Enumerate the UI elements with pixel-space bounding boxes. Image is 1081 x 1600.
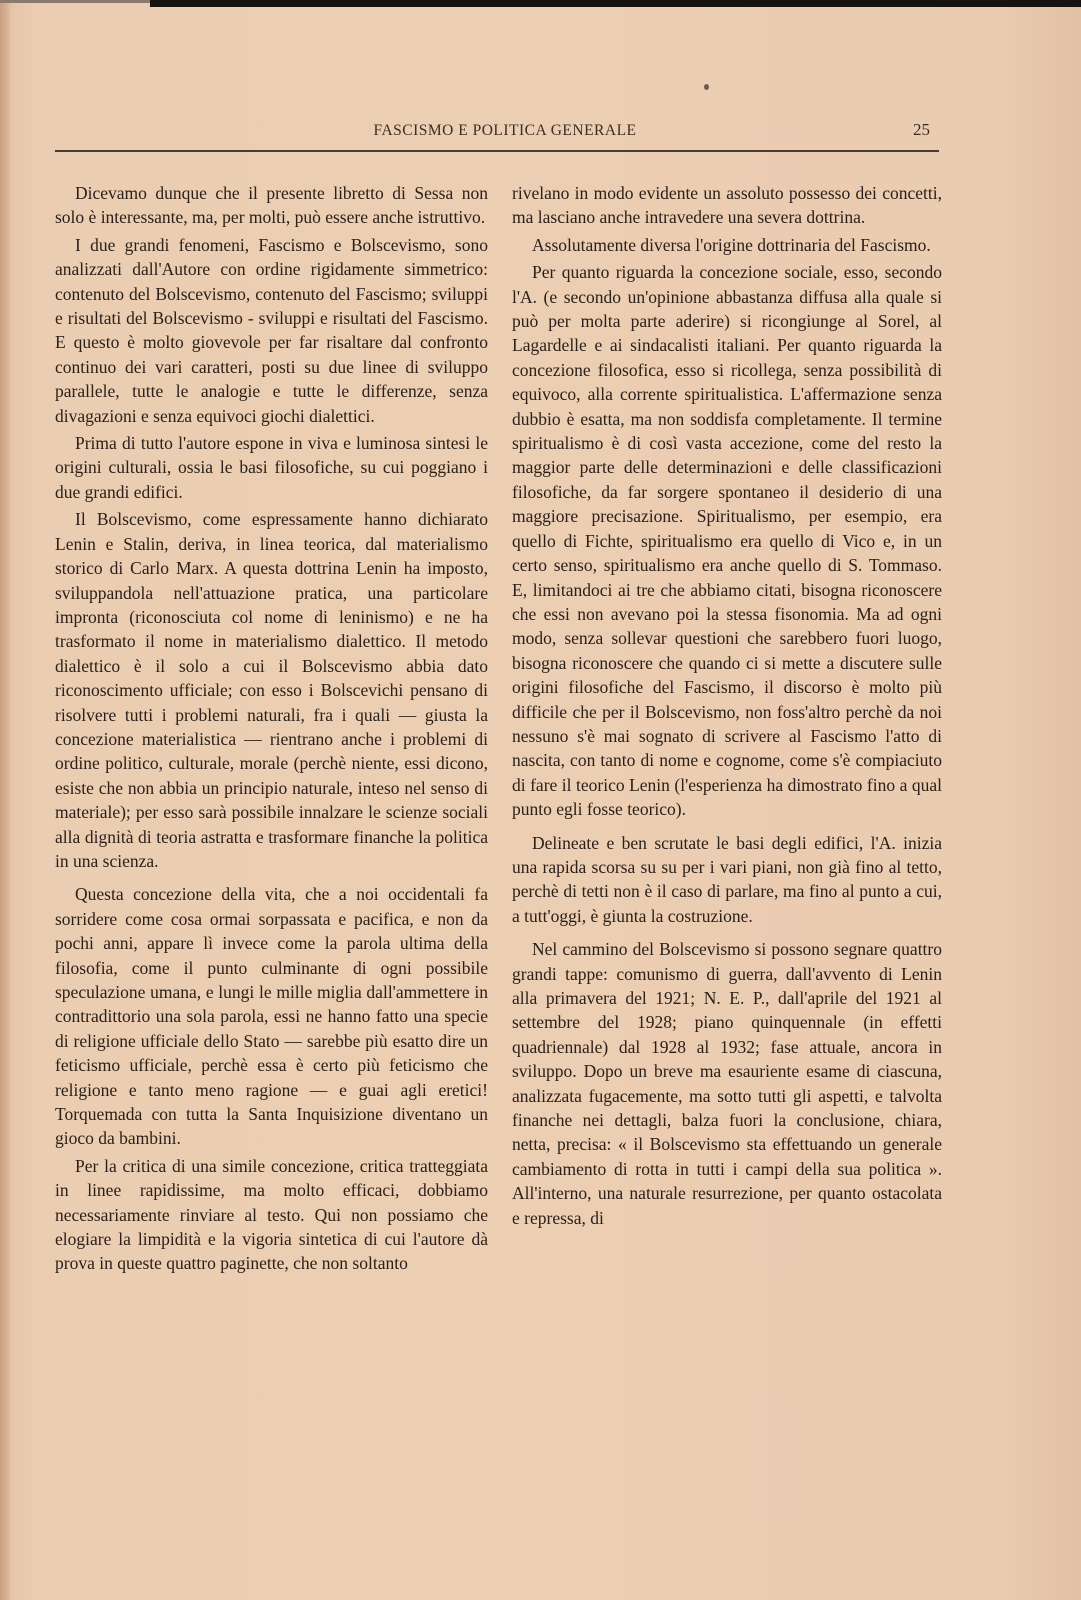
paragraph: Per quanto riguarda la concezione sociale, esso, secondo l'A. (e secondo un'opinione abbastanza diffusa alla quale si può per molta parte aderire) si ricongiunge al Sorel, al Lagardelle e ai sindacalisti italiani. Per quanto riguarda la concezione filosofica, esso si ricollega, senza possibilità di equivoco, alla corrente spiritualistica. L'affermazione senza dubbio è esatta, ma non soddisfa completamente. Il termine spiritualismo è di così vasta accezione, come del resto la maggior parte delle determinazioni e delle classificazioni filosofiche, da far sorgere spontaneo il desiderio di una maggiore precisazione. Spiritualismo, per esempio, era quello di Fichte, spiritualismo era quello di Vico e, in un certo senso, spiritualismo era anche quello di S. Tommaso. E, limitandoci ai tre che abbiamo citati, bisogna riconoscere che essi non avevano poi la stessa fisonomia. Ma ad ogni modo, senza sollevar questioni che sarebbero fuori luogo, bisogna riconoscere che quando ci si mette a discutere sulle origini filosofiche del Fascismo, il discorso è molto più difficile che per il Bolscevismo, non foss'altro perchè da noi nessuno s'è mai sognato di scrivere al Fascismo l'atto di nascita, con tanto di nome e cognome, come s'è compiaciuto di fare il teorico Lenin (l'esperienza ha dimostrato fino a qual punto egli fosse teorico). [512, 262, 942, 820]
paragraph: Il Bolscevismo, come espressamente hanno dichiarato Lenin e Stalin, deriva, in linea teorica, dal materialismo storico di Carlo Marx. A questa dottrina Lenin ha imposto, sviluppandola nell'attuazione pratica, una particolare impronta (riconosciuta col nome di leninismo) e ne ha trasformato il nome in materialismo dialettico. Il metodo dialettico è il solo a cui il Bolscevismo abbia dato riconoscimento ufficiale; con esso i Bolscevichi pensano di risolvere tutti i problemi naturali, fra i quali — giusta la concezione materialistica — rientrano anche i problemi di ordine politico, culturale, morale (perchè niente, essi dicono, esiste che non abbia un principio naturale, inteso nel senso di materiale); per esso sarà possibile innalzare le scienze sociali alla dignità di teoria astratta e trasformare finanche la politica in una scienza. [55, 509, 488, 871]
header-rule [55, 150, 939, 152]
paragraph: Dicevamo dunque che il presente libretto di Sessa non solo è interessante, ma, per molti, può essere anche istruttivo. [55, 183, 488, 228]
running-head: FASCISMO E POLITICA GENERALE [373, 122, 637, 139]
page-left-edge-shadow [0, 0, 9, 1600]
left-column [55, 181, 488, 1276]
page-number: 25 [913, 120, 930, 139]
paragraph: Prima di tutto l'autore espone in viva e luminosa sintesi le origini culturali, ossia le basi filosofiche, su cui poggiano i due grandi edifici. [55, 433, 488, 502]
paragraph: Questa concezione della vita, che a noi occidentali fa sorridere come cosa ormai sorpassata e pacifica, e non da pochi anni, appare lì invece come la parola ultima della filosofia, come il punto culminante di ogni possibile speculazione umana, e lungi le mille miglia dall'ammettere in contradittorio una sola parola, essi ne hanno fatto una specie di religione ufficiale dello Stato — sarebbe più esatto dire un feticismo ufficiale, perchè essa è certo più feticismo che religione e tanto meno ragione — e guai agli eretici! Torquemada con tutta la Santa Inquisizione diventano un gioco da bambini. [55, 884, 488, 1149]
paragraph: Assolutamente diversa l'origine dottrinaria del Fascismo. [532, 234, 931, 255]
ink-speck [704, 84, 709, 90]
paragraph: rivelano in modo evidente un assoluto possesso dei concetti, ma lasciano anche intravedere una severa dottrina. [512, 183, 942, 228]
paragraph: Delineate e ben scrutate le basi degli edifici, l'A. inizia una rapida scorsa su su per i vari piani, non già fino al tetto, perchè di tetti non è il caso di parlare, ma fino al punto a cui, a tutt'oggi, è giunta la costruzione. [512, 832, 942, 926]
paragraph: Per la critica di una simile concezione, critica tratteggiata in linee rapidissime, ma molto efficaci, dobbiamo necessariamente rinviare al testo. Qui non possiamo che elogiare la limpidità e la vigoria sintetica di cui l'autore dà prova in queste quattro paginette, che non soltanto [55, 1155, 488, 1274]
paragraph: Nel cammino del Bolscevismo si possono segnare quattro grandi tappe: comunismo di guerra, dall'avvento di Lenin alla primavera del 1921; N. E. P., dall'aprile del 1921 al settembre del 1928; piano quinquennale (in effetti quadriennale) dal 1928 al 1932; fase attuale, ancora in sviluppo. Dopo un breve ma esauriente esame di ciascuna, analizzata fugacemente, ma sotto tutti gli aspetti, e talvolta finanche nei dettagli, balza fuori la conclusione, chiara, netta, precisa: « il Bolscevismo sta effettuando un generale cambiamento di rotta in tutti i campi della sua politica ». All'interno, una naturale resurrezione, per quanto ostacolata e repressa, di [512, 939, 942, 1228]
right-column [512, 181, 942, 1230]
scan-top-dark-strip [150, 0, 1081, 7]
paragraph: I due grandi fenomeni, Fascismo e Bolscevismo, sono analizzati dall'Autore con ordine rigidamente simmetrico: contenuto del Bolscevismo, contenuto del Fascismo; sviluppi e risultati del Bolscevismo - sviluppi e risultati del Fascismo. E questo è molto giovevole per far risaltare dal confronto continuo dei vari caratteri, posti su due linee di sviluppo parallele, tutte le analogie e tutte le differenze, senza divagazioni e senza equivoci giochi dialettici. [55, 234, 488, 426]
scan-top-border [0, 0, 150, 3]
